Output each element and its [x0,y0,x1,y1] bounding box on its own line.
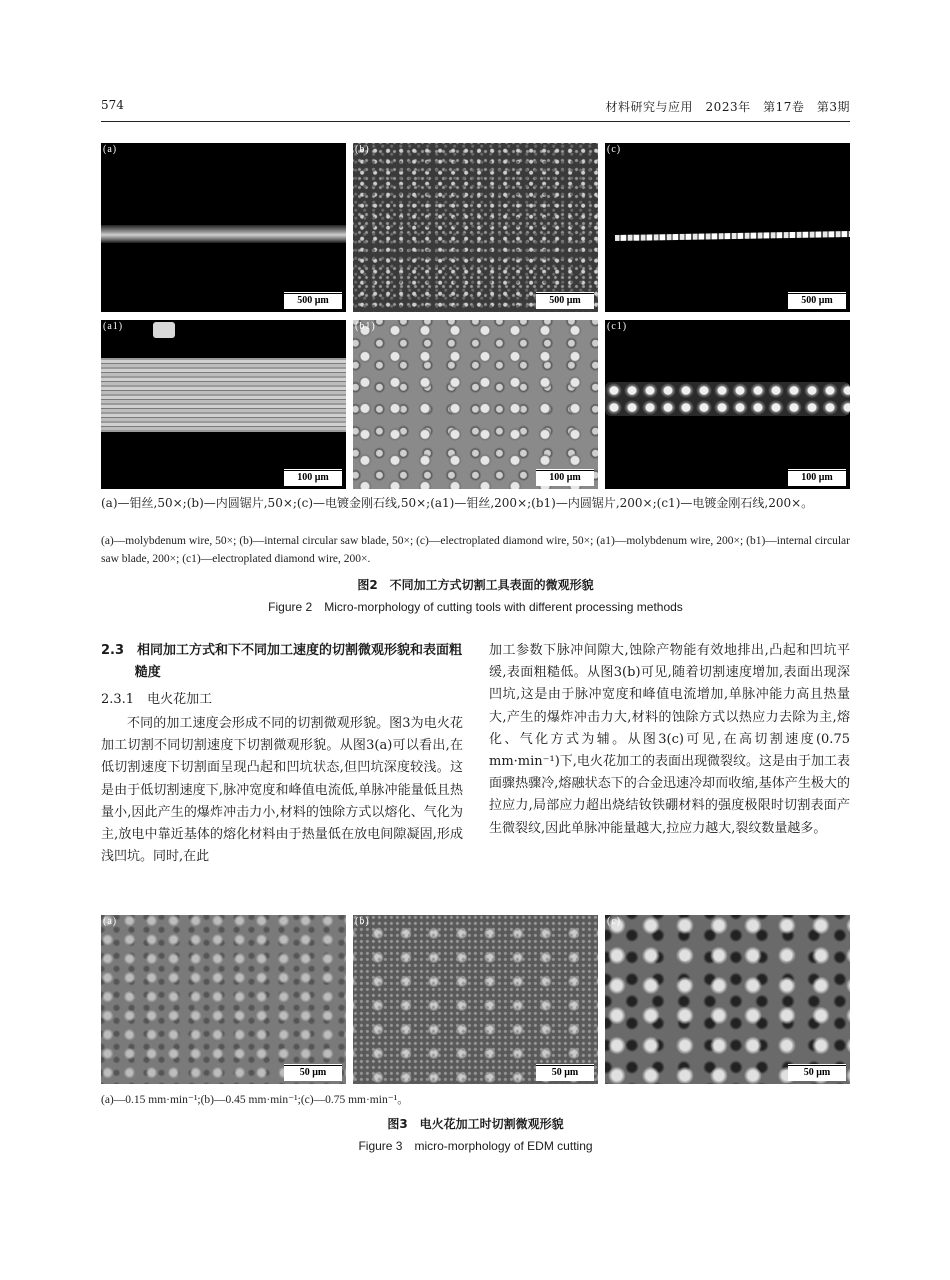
subsection-heading: 2.3.1 电火花加工 [101,692,213,707]
panel-label: (c1) [607,321,628,332]
figure2-panel-a1 [101,320,346,489]
figure2-title-cn: 图2 不同加工方式切割工具表面的微观形貌 [357,578,594,592]
figure2-panel-b [353,143,598,312]
figure3-title-cn: 图3 电火花加工时切割微观形貌 [387,1117,564,1131]
journal-info: 材料研究与应用 2023年 第17卷 第3期 [605,100,850,114]
figure2-title-en: Figure 2 Micro-morphology of cutting tools with different processing methods [268,600,683,614]
body-paragraph-right: 加工参数下脉冲间隙大,蚀除产物能有效地排出,凸起和凹坑平缓,表面粗糙低。从图3(b)可见,随着切割速度增加,表面出现深凹坑,这是由于脉冲宽度和峰值电流增加,单脉冲能力高且热量大,产生的爆炸冲击力大,材料的蚀除方式以热应力去除为主,熔化、气化方式为辅。从图3(c)可见,在高切割速度(0.75 mm·min⁻¹)下,电火花加工的表面出现微裂纹。这是由于加工表面骤热骤冷,熔融状态下的合金迅速冷却而收缩,基体产生极大的拉应力,局部应力超出烧结钕铁硼材料的强度极限时切割表面产生微裂纹,因此单脉冲能量越大,拉应力越大,裂纹数量越多。 [489,643,850,836]
right-column [489,640,850,840]
scale-box: 500 μm [788,293,846,309]
scale-box: 500 μm [536,293,594,309]
scale-box: 100 μm [536,470,594,486]
page-number: 574 [101,98,124,112]
panel-label: (a) [103,916,118,927]
scale-box: 100 μm [788,470,846,486]
left-column [101,640,463,868]
panel-label: (a) [103,144,118,155]
scale-box: 500 μm [284,293,342,309]
figure2-panel-c [605,143,850,312]
scale-box: 100 μm [284,470,342,486]
running-header [101,98,850,118]
figure2-caption-en: (a)—molybdenum wire, 50×; (b)—internal circular saw blade, 50×; (c)—electroplated diamond wire, 50×; (a1)—molybdenum wire, 200×; (b1)—internal circular saw blade, 200×; (c1)—electroplated diamond wire, 200×. [101,535,850,565]
figure3-panel-b [353,915,598,1084]
scale-box: 50 μm [536,1065,594,1081]
panel-label: (b1) [355,321,376,332]
panel-label: (c) [607,916,622,927]
body-paragraph-left: 不同的加工速度会形成不同的切割微观形貌。图3为电火花加工切割不同切割速度下切割微观形貌。从图3(a)可以看出,在低切割速度下切割面呈现凸起和凹坑状态,但凹坑深度较浅。这是由于低切割速度下,脉冲宽度和峰值电流低,单脉冲能量低且热量小,因此产生的爆炸冲击力小,材料的蚀除方式以熔化、气化为主,放电中靠近基体的熔化材料由于热量低在放电间隙凝固,形成浅凹坑。同时,在此 [101,716,463,865]
header-rule [101,121,850,122]
section-heading: 2.3 相同加工方式和下不同加工速度的切割微观形貌和表面粗糙度 [101,643,463,680]
panel-label: (c) [607,144,622,155]
figure2-panel-c1 [605,320,850,489]
figure2-panel-b1 [353,320,598,489]
figure3-panel-a [101,915,346,1084]
panel-label: (a1) [103,321,124,332]
panel-label: (b) [355,916,370,927]
figure3-caption: (a)—0.15 mm·min⁻¹;(b)—0.45 mm·min⁻¹;(c)—0.75 mm·min⁻¹。 [101,1094,409,1106]
figure3-panel-c [605,915,850,1084]
panel-label: (b) [355,144,370,155]
figure3-title-en: Figure 3 micro-morphology of EDM cutting [358,1139,593,1153]
figure2-caption-cn: (a)—钼丝,50×;(b)—内圆锯片,50×;(c)—电镀金刚石线,50×;(a1)—钼丝,200×;(b1)—内圆锯片,200×;(c1)—电镀金刚石线,200×。 [101,496,814,510]
scale-box: 50 μm [788,1065,846,1081]
scale-box: 50 μm [284,1065,342,1081]
figure2-panel-a [101,143,346,312]
